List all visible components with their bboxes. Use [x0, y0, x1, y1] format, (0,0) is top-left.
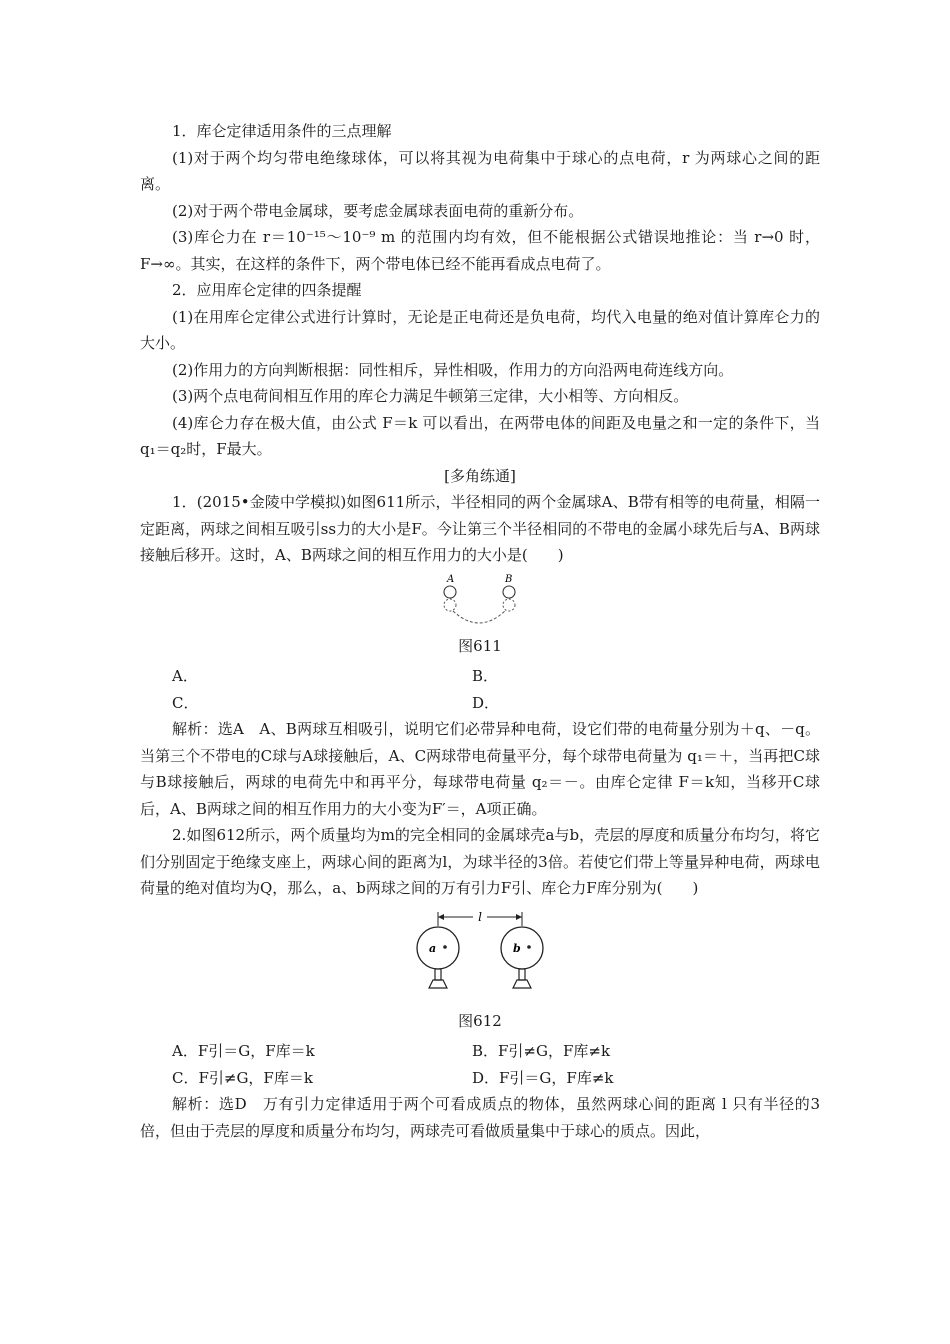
stand-post-b: [519, 969, 525, 980]
question1-option-c[interactable]: C．: [172, 693, 199, 712]
fig612-label-b: b: [513, 941, 521, 955]
section2-point1: (1)在用库仑定律公式进行计算时，无论是正电荷还是负电荷，均代入电量的绝对值计算库仑力的大小。: [140, 307, 820, 352]
question1-option-d[interactable]: D．: [472, 693, 500, 712]
question1-options-row2: [140, 690, 820, 717]
figure-611: [425, 571, 535, 631]
question2-option-c[interactable]: C．F引≠G，F库＝k: [172, 1068, 313, 1087]
question2-solution: 解析：选D 万有引力定律适用于两个可看成质点的物体，虽然两球心间的距离 l 只有半径的3倍，但由于壳层的厚度和质量分布均匀，两球壳可看做质量集中于球心的质点。因此，: [140, 1095, 820, 1140]
arrow-left-icon: [438, 914, 444, 920]
section2-point3: (3)两个点电荷间相互作用的库仑力满足牛顿第三定律，大小相等、方向相反。: [172, 387, 689, 405]
question1-option-b[interactable]: B．: [472, 667, 499, 685]
fig612-label-a: a: [429, 941, 437, 955]
question2-option-b[interactable]: B．F引≠G，F库≠k: [472, 1042, 611, 1060]
section2-heading: 2．应用库仑定律的四条提醒: [172, 281, 362, 299]
section1-heading: 1．库仑定律适用条件的三点理解: [172, 122, 392, 140]
stand-base-b: [513, 980, 531, 988]
section2-point2: (2)作用力的方向判断根据：同性相斥，异性相吸，作用力的方向沿两电荷连线方向。: [172, 360, 734, 379]
fig611-label-b: B: [505, 573, 513, 585]
section1-point1: (1)对于两个均匀带电绝缘球体，可以将其视为电荷集中于球心的点电荷，r 为两球心之间的距离。: [140, 148, 820, 193]
question1-options-row1: [140, 663, 820, 690]
sphere-a: [417, 927, 459, 969]
ball-a: [444, 586, 456, 598]
ball-c-position-b: [503, 599, 515, 611]
figure-612-caption: 图612: [458, 1011, 502, 1030]
center-dot-b: [527, 945, 531, 949]
question1-option-a[interactable]: A．: [172, 667, 198, 685]
stand-base-a: [429, 980, 447, 988]
figure-612: [405, 906, 555, 1006]
ball-c-path: [453, 611, 505, 623]
fig612-label-l: l: [478, 909, 482, 924]
question1-solution: 解析：选A A、B两球互相吸引，说明它们必带异种电荷，设它们带的电荷量分别为＋q、－q。当第三个不带电的C球与A球接触后，A、C两球带电荷量平分，每个球带电荷量为 q₁＝＋，当再把C球与B球接触后，两球的电荷先中和再平分，每球带电荷量 q₂＝－。由库仑定律 F＝k知，当移开C球后，A、B两球之间的相互作用力的大小变为F′＝，A项正确。: [140, 720, 820, 818]
stand-post-a: [435, 969, 441, 980]
question1-stem: 1．(2015•金陵中学模拟)如图611所示，半径相同的两个金属球A、B带有相等的电荷量，相隔一定距离，两球之间相互吸引ss力的大小是F。今让第三个半径相同的不带电的金属小球先后与A、B两球接触后移开。这时，A、B两球之间的相互作用力的大小是( ): [140, 493, 820, 564]
section1-point3: (3)库仑力在 r＝10⁻¹⁵～10⁻⁹ m 的范围内均有效，但不能根据公式错误地推论：当 r→0 时，F→∞。其实，在这样的条件下，两个带电体已经不能再看成点电荷了。: [140, 228, 820, 273]
question2-options-row1: [140, 1038, 820, 1065]
ball-c-position-a: [444, 599, 456, 611]
section1-point2: (2)对于两个带电金属球，要考虑金属球表面电荷的重新分布。: [172, 201, 584, 220]
question2-options-row2: [140, 1065, 820, 1092]
ball-b: [503, 586, 515, 598]
figure-611-caption: 图611: [458, 636, 502, 655]
question2-option-a[interactable]: A．F引＝G，F库＝k: [172, 1042, 315, 1060]
practice-title: [多角练通]: [444, 466, 516, 485]
sphere-b: [501, 927, 543, 969]
fig611-label-a: A: [447, 573, 455, 585]
center-dot-a: [443, 945, 447, 949]
question2-option-d[interactable]: D．F引＝G，F库≠k: [472, 1068, 614, 1087]
document-page: [140, 118, 820, 1144]
question2-stem: 2.如图612所示，两个质量均为m的完全相同的金属球壳a与b，壳层的厚度和质量分布均匀，将它们分别固定于绝缘支座上，两球心间的距离为l，为球半径的3倍。若使它们带上等量异种电荷，两球电荷量的绝对值均为Q，那么，a、b两球之间的万有引力F引、库仑力F库分别为( ): [140, 826, 820, 897]
section2-point4: (4)库仑力存在极大值，由公式 F＝k 可以看出，在两带电体的间距及电量之和一定的条件下，当 q₁＝q₂时，F最大。: [140, 413, 820, 458]
arrow-right-icon: [516, 914, 522, 920]
